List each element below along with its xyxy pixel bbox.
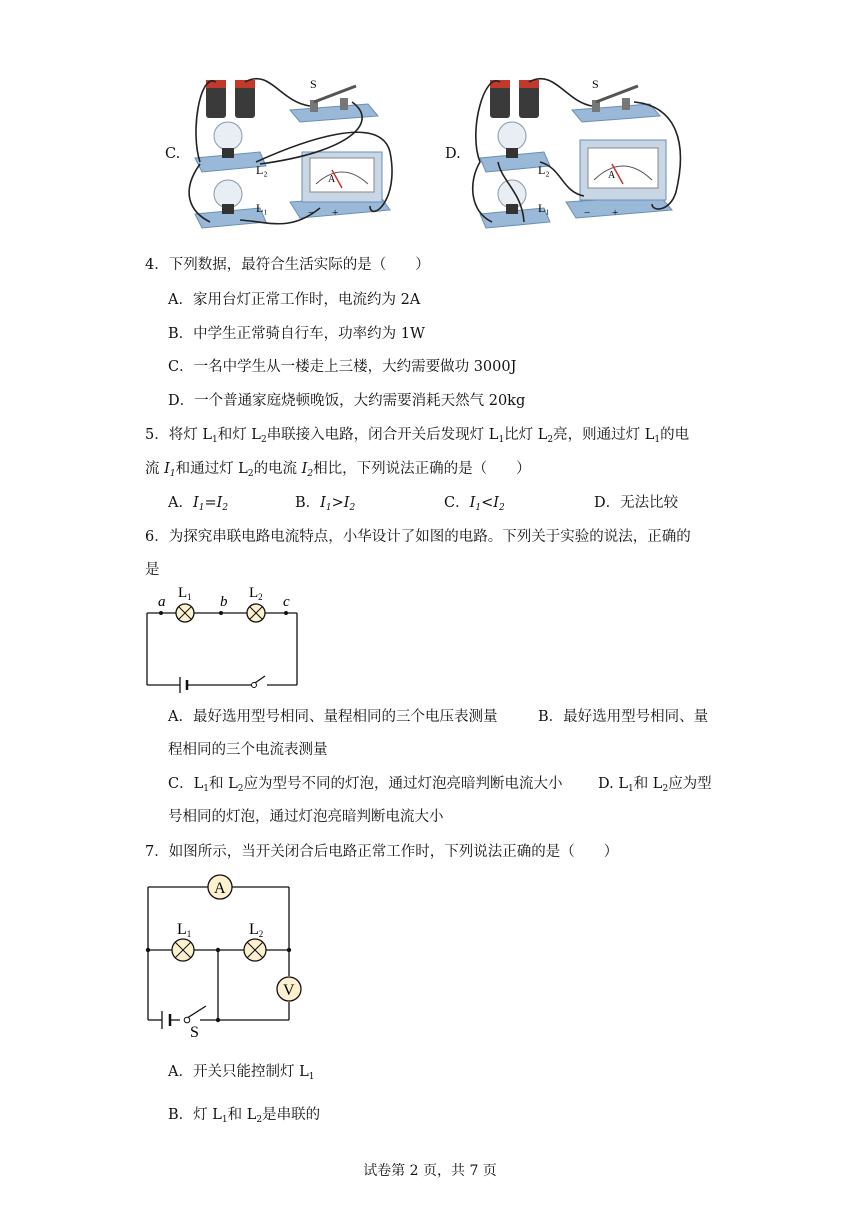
bulb-l1-label: L1 [177,921,192,939]
voltmeter-label: V [283,982,295,999]
ammeter-label: A [328,174,336,185]
q6-option-d-cont[interactable]: 号相同的灯泡，通过灯泡亮暗判断电流大小 [168,809,444,825]
page-footer: 试卷第 2 页，共 7 页 [363,1163,497,1179]
bulb-l2-label: L2 [249,921,264,939]
q5-option-d[interactable]: D．无法比较 [594,495,679,511]
node-a [159,611,163,615]
battery-icon [180,677,187,693]
node-a-label: a [158,594,166,610]
series-circuit-diagram [140,580,310,695]
switch-label: S [310,77,317,91]
q4-option-c[interactable]: C．一名中学生从一楼走上三楼，大约需要做功 3000J [168,359,517,375]
battery-icon [162,1011,170,1029]
bulb-l1-icon [176,604,194,622]
battery-icon [206,80,255,118]
bulb-l1-label: L₁ [256,201,268,215]
bulb-l1-label: $L_1$ [178,585,192,602]
bulb-l2-label: $L_2$ [249,585,263,602]
node-b [219,611,223,615]
bulb-l2-icon [244,939,266,961]
junction-node [146,948,150,952]
ammeter-label: A [608,170,616,181]
node-b-label: b [220,594,228,610]
ammeter-minus: − [584,207,591,219]
ammeter-plus: + [612,207,619,219]
q4-option-b[interactable]: B．中学生正常骑自行车，功率约为 1W [168,326,425,342]
switch-label: S [190,1024,199,1038]
q6-option-b[interactable]: B．最好选用型号相同、量 [538,709,709,725]
ammeter-label: A [214,880,226,897]
q6-option-d[interactable]: D. $L_1$和 $L_2$应为型 [598,776,712,794]
junction-node [216,948,220,952]
circuit-figure-c [180,72,410,240]
ammeter-icon [566,140,672,218]
switch-label: S [592,77,599,91]
question-7-stem: 7．如图所示，当开关闭合后电路正常工作时，下列说法正确的是（ ） [145,844,619,860]
option-d-label: D. [445,146,461,162]
question-4-stem: 4．下列数据，最符合生活实际的是（ ） [145,257,430,273]
question-5-line2: 流 $I_1$和通过灯 $L_2$的电流 $I_2$相比，下列说法正确的是（ ） [145,461,531,479]
q6-option-b-cont[interactable]: 程相同的三个电流表测量 [168,742,328,758]
question-6-line1: 6．为探究串联电路电流特点，小华设计了如图的电路。下列关于实验的说法，正确的 [145,529,691,545]
ammeter-icon [290,152,390,218]
ammeter-plus: + [332,207,339,219]
q7-option-a[interactable]: A．开关只能控制灯 $L_1$ [168,1064,315,1082]
switch-icon [252,676,266,688]
option-c-label: C. [165,146,181,162]
q5-option-a[interactable]: A．$I_1=I_2$ [168,495,229,513]
bulb-l2-label: L₂ [538,163,550,177]
q7-option-b[interactable]: B．灯 $L_1$和 $L_2$是串联的 [168,1107,321,1125]
q5-option-c[interactable]: C．$I_1<I_2$ [444,495,505,513]
q4-option-d[interactable]: D．一个普通家庭烧顿晚饭，大约需要消耗天然气 20kg [168,393,526,409]
junction-node [216,1018,220,1022]
bulb-l2-label: L₂ [256,163,268,177]
question-5-line1: 5．将灯 $L_1$和灯 $L_2$串联接入电路，闭合开关后发现灯 $L_1$比灯 $L_2$亮，则通过灯 $L_1$的电 [145,427,690,445]
bulb-l1-label: L₁ [538,201,550,215]
junction-node [287,948,291,952]
q4-option-a[interactable]: A．家用台灯正常工作时，电流约为 2A [168,292,421,308]
bulb-l2-icon [247,604,265,622]
bulb-l1-icon [172,939,194,961]
q6-option-a[interactable]: A．最好选用型号相同、量程相同的三个电压表测量 [168,709,498,725]
node-c [284,611,288,615]
q5-option-b[interactable]: B．$I_1>I_2$ [295,495,356,513]
question-6-line2: 是 [145,562,160,578]
q6-option-c[interactable]: C．$L_1$和 $L_2$应为型号不同的灯泡，通过灯泡亮暗判断电流大小 [168,776,563,794]
parallel-circuit-diagram [140,868,310,1038]
battery-icon [490,80,539,118]
ammeter-minus: − [308,207,315,219]
circuit-figure-d [462,72,697,240]
node-c-label: c [283,594,290,610]
